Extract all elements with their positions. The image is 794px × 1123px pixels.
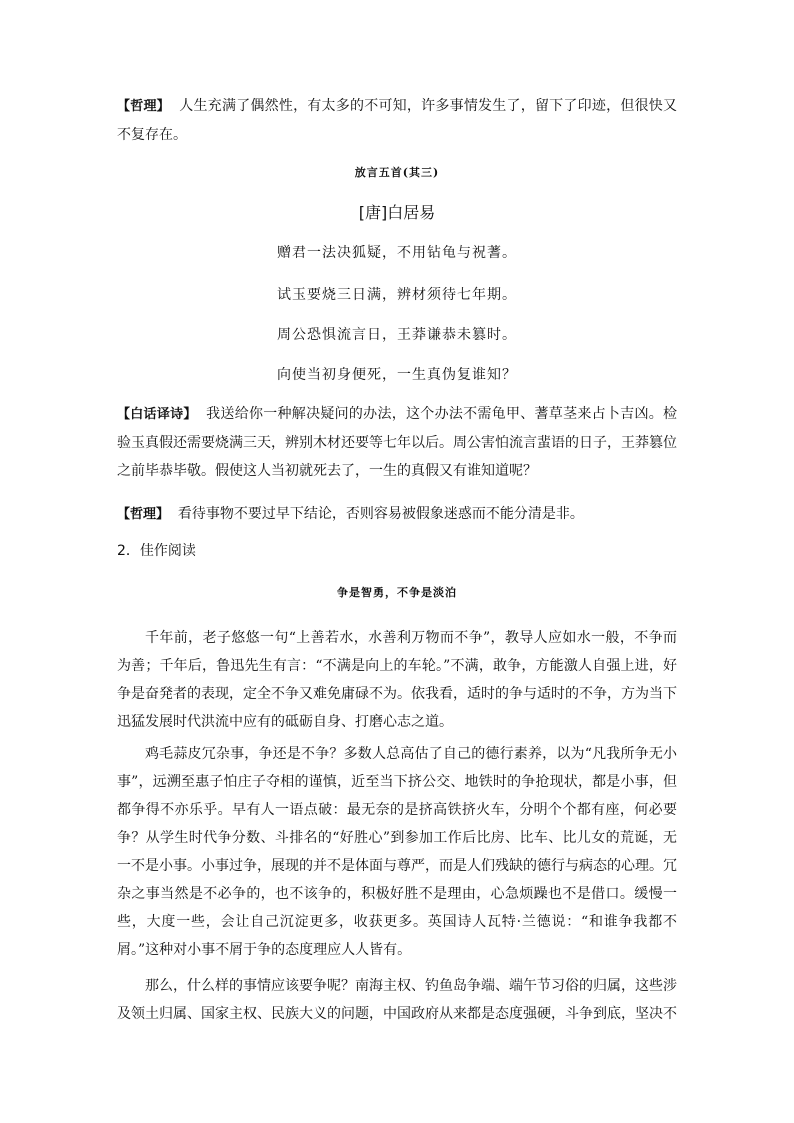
- poem-line: 向使当初身便死，一生真伪复谁知？: [277, 367, 517, 383]
- translation-tag: 【白话译诗】: [117, 407, 197, 422]
- essay-paragraph: 千年前，老子悠悠一句“上善若水，水善利万物而不争”，教导人应如水一般，不争而为善；千年后，鲁迅先生有言：“不满是向上的车轮。”不满，敢争，方能激人自强上进，好争是奋発者的表现，定全不争又难免庸碌不为。依我看，适时的争与适时的不争，方为当下迅猛发展时代洪流中应有的砥砺自身、打磨心志之道。: [117, 630, 677, 730]
- poem-author: [唐]白居易: [358, 203, 436, 222]
- translation-text: 我送给你一种解决疑问的办法，这个办法不需龟甲、蓍草茎来占卜吉凶。检验玉真假还需要烧满三天，辨别木材还要等七年以后。周公害怕流言蜚语的日子，王莽篡位之前毕恭毕敬。假使这人当初就死去了，一生的真假又有谁知道呢？: [117, 406, 678, 479]
- essay-paragraph: 鸡毛蒜皮冗杂事，争还是不争？多数人总高估了自己的德行素养，以为“凡我所争无小事”，远溯至惠子怕庄子夺相的谨慎，近至当下挤公交、地铁时的争抢现状，都是小事，但都争得不亦乐乎。早有人一语点破：最无奈的是挤高铁挤火车，分明个个都有座，何必要争？从学生时代争分数、斗排名的“好胜心”到参加工作后比房、比车、比儿女的荒诞，无一不是小事。小事过争，展现的并不是体面与尊严，而是人们残缺的德行与病态的心理。冗杂之事当然是不必争的，也不该争的，积极好胜不是理由，心急烦躁也不是借口。缓慢一些，大度一些，会让自己沉淀更多，收获更多。英国诗人瓦特·兰德说：“和谁争我都不屑。”这种对小事不屑于争的态度理应人人皆有。: [117, 746, 677, 958]
- philosophy-tag: 【哲理】: [117, 99, 170, 114]
- philosophy-text: 人生充满了偶然性，有太多的不可知，许多事情发生了，留下了印迹，但很快又不复存在。: [117, 98, 677, 143]
- poem-line: 赠君一法决狐疑，不用钻龟与祝蓍。: [277, 245, 517, 261]
- essay-title: 争是智勇，不争是淡泊: [337, 586, 457, 599]
- philosophy-paragraph-2: [117, 500, 677, 529]
- philosophy-text: 看待事物不要过早下结论，否则容易被假象迷惑而不能分清是非。: [177, 506, 584, 522]
- translation-paragraph: [117, 400, 677, 485]
- poem-title: 放言五首(其三): [354, 166, 440, 179]
- philosophy-tag: 【哲理】: [117, 507, 170, 522]
- essay-paragraph: 那么，什么样的事情应该要争呢？南海主权、钓鱼岛争端、端午节习俗的归属，这些涉及领土归属、国家主权、民族大义的问题，中国政府从来都是态度强硬，斗争到底，坚决不: [117, 978, 677, 1022]
- poem-line: 试玉要烧三日满，辨材须待七年期。: [277, 287, 517, 303]
- poem-line: 周公恐惧流言日，王莽谦恭未篡时。: [277, 327, 517, 343]
- philosophy-paragraph-1: [117, 92, 677, 149]
- section-heading: 2．佳作阅读: [117, 543, 196, 559]
